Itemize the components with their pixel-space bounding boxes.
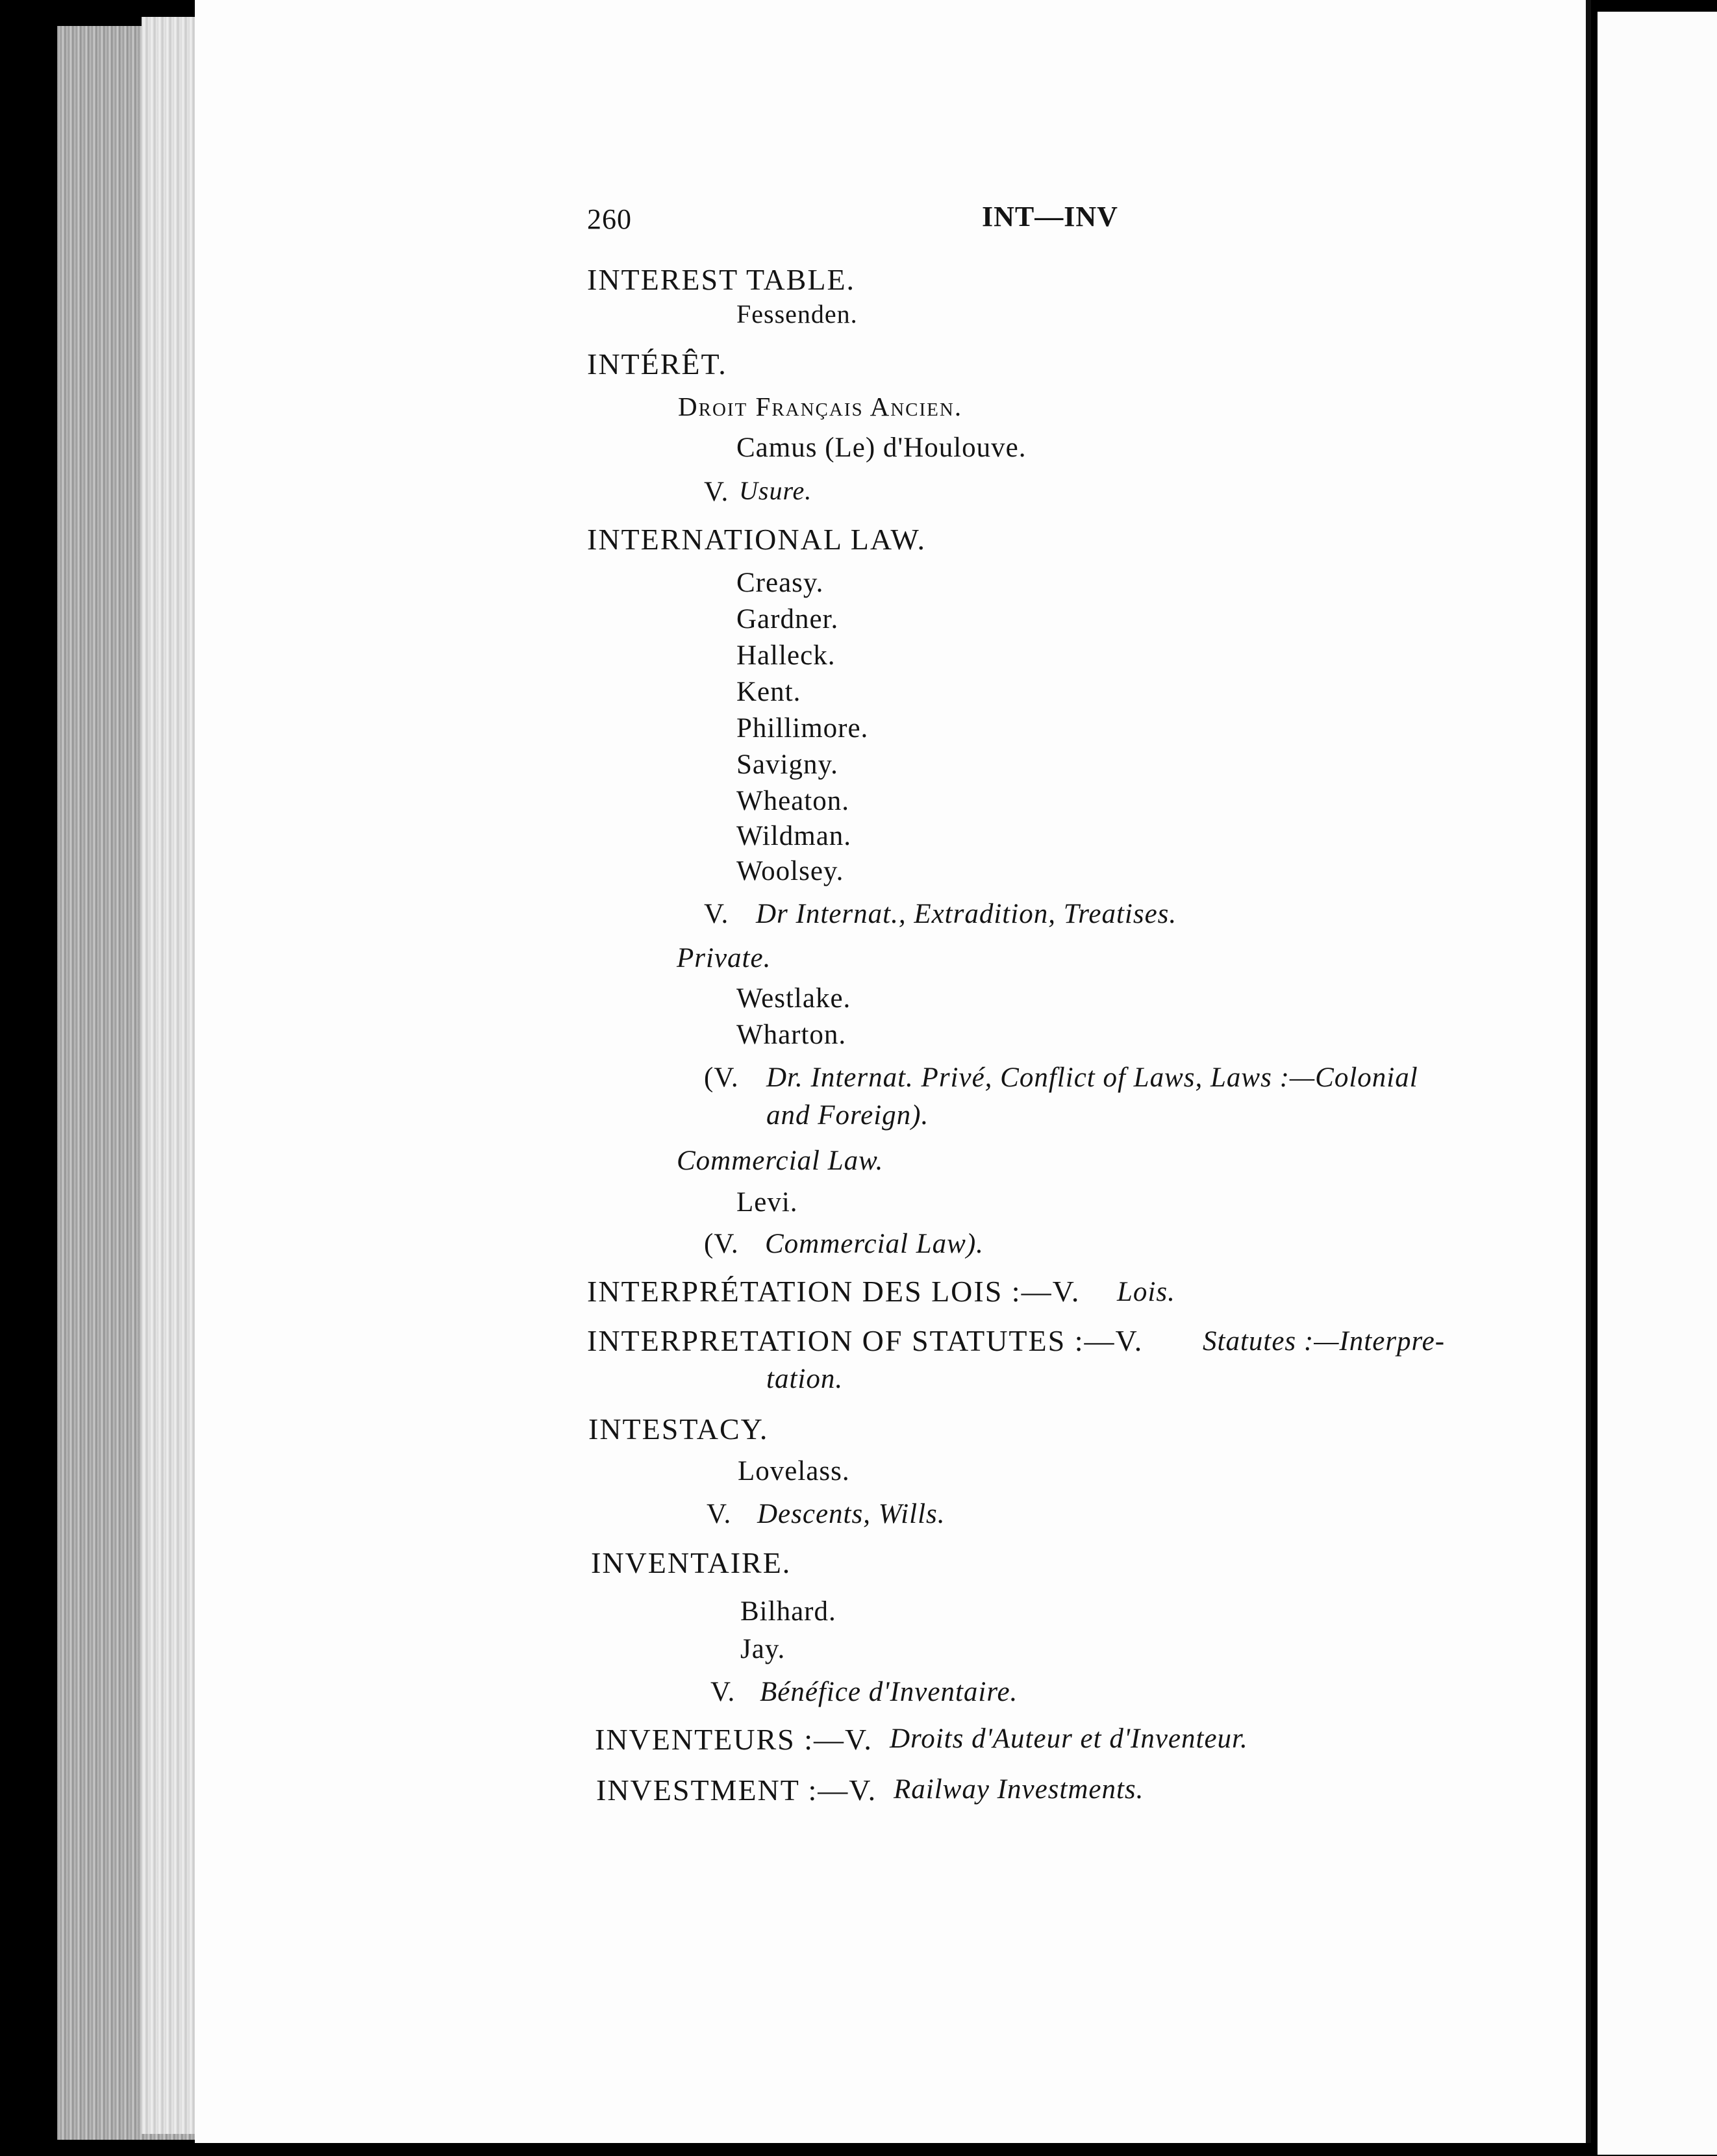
entry-heading: INVENTEURS :—V. — [595, 1723, 873, 1756]
author-entry: Phillimore. — [736, 713, 869, 744]
subsection-heading: Private. — [677, 943, 771, 973]
author-entry: Camus (Le) d'Houlouve. — [736, 432, 1027, 463]
entry-heading: INTERPRETATION OF STATUTES :—V. — [587, 1324, 1144, 1357]
author-entry: Savigny. — [736, 749, 838, 780]
see-reference: Railway Investments. — [894, 1774, 1144, 1805]
entry-heading: INTERNATIONAL LAW. — [587, 523, 927, 556]
see-reference: Bénéfice d'Inventaire. — [760, 1677, 1018, 1707]
author-entry: Kent. — [736, 677, 801, 707]
page-number: 260 — [587, 203, 632, 235]
author-entry: Gardner. — [736, 604, 839, 634]
author-entry: Levi. — [736, 1187, 798, 1218]
entry-heading: INTEREST TABLE. — [587, 263, 856, 296]
see-reference: Lois. — [1117, 1277, 1175, 1307]
author-entry: Wheaton. — [736, 786, 849, 816]
author-entry: Woolsey. — [736, 856, 844, 886]
author-entry: Wildman. — [736, 821, 852, 851]
author-entry: Jay. — [740, 1634, 786, 1664]
see-label: V. — [704, 899, 729, 929]
entry-heading: INTESTACY. — [588, 1412, 769, 1446]
see-reference: Statutes :—Interpre- — [1203, 1326, 1446, 1357]
subsection-heading: Droit Français Ancien. — [678, 392, 963, 421]
see-reference: Descents, Wills. — [757, 1499, 946, 1529]
see-reference: Dr Internat., Extradition, Treatises. — [756, 899, 1177, 929]
see-label: (V. — [704, 1229, 739, 1259]
see-reference: Usure. — [739, 476, 812, 505]
see-reference: Droits d'Auteur et d'Inventeur. — [890, 1724, 1248, 1754]
see-label: V. — [704, 477, 729, 507]
author-entry: Creasy. — [736, 568, 824, 598]
entry-heading: INVESTMENT :—V. — [596, 1774, 877, 1807]
author-entry: Halleck. — [736, 640, 836, 671]
see-reference: Dr. Internat. Privé, Conflict of Laws, Laws :—Colonial — [766, 1062, 1418, 1093]
see-reference-continued: and Foreign). — [766, 1100, 929, 1131]
facing-page — [1598, 12, 1717, 2155]
author-entry: Lovelass. — [738, 1456, 850, 1486]
entry-heading: INVENTAIRE. — [591, 1546, 792, 1579]
author-entry: Fessenden. — [736, 299, 858, 329]
author-entry: Westlake. — [736, 983, 851, 1014]
running-title: INT—INV — [982, 201, 1118, 232]
author-entry: Wharton. — [736, 1020, 847, 1050]
see-reference: Commercial Law). — [765, 1229, 984, 1259]
entry-heading: INTÉRÊT. — [587, 347, 727, 381]
see-label: (V. — [704, 1062, 739, 1093]
see-label: V. — [710, 1677, 736, 1707]
entry-heading: INTERPRÉTATION DES LOIS :—V. — [587, 1275, 1081, 1308]
see-reference-continued: tation. — [766, 1364, 844, 1394]
author-entry: Bilhard. — [740, 1596, 836, 1627]
see-label: V. — [707, 1499, 732, 1529]
subsection-heading: Commercial Law. — [677, 1146, 884, 1176]
